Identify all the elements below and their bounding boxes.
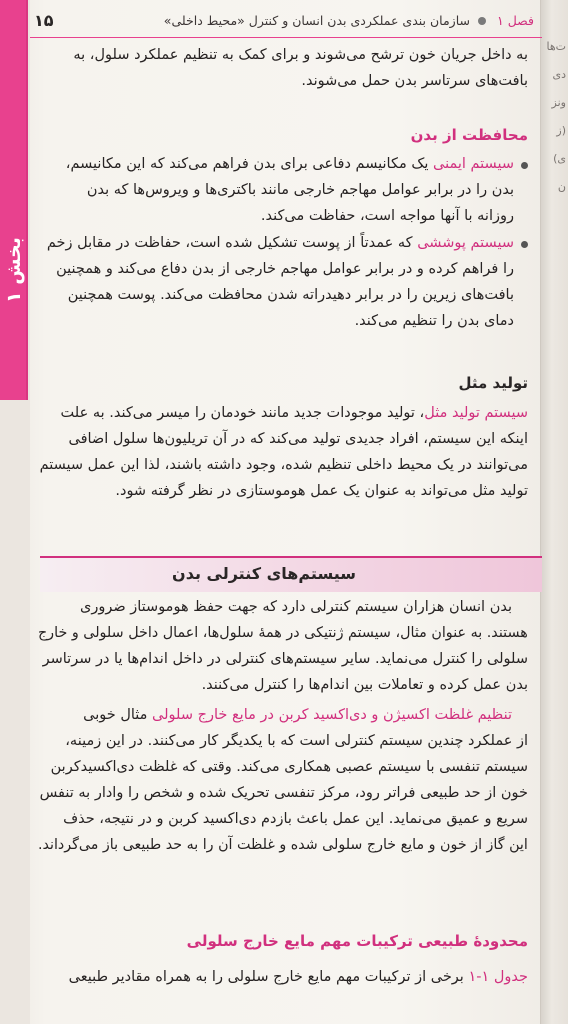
term-integumentary-system: سیستم پوششی [417,235,514,251]
page-body [30,38,542,1024]
term-gas-regulation: تنظیم غلظت اکسیژن و دی‌اکسید کربن در مایع خارج سلولی [152,707,512,723]
body-line [47,230,514,256]
page-header [30,8,542,38]
term-continuation: برخی از ترکیبات مهم مایع خارج سلولی را به همراه مقادیر طبیعی [68,969,469,985]
body-line: روزانه با آنها مواجه است، حفاظت می‌کند. [260,208,514,224]
term-reproductive-system: سیستم تولید مثل [424,405,528,421]
heading-reproduction: تولید مثل [458,374,528,392]
header-bullet-icon [478,17,486,25]
body-line: خون از حد طبیعی فراتر رود، مرکز تنفسی تحریک شده و شخص را وادار به تنفس [39,785,528,801]
body-line [61,400,528,426]
adjacent-text: (ز [556,124,566,137]
term-continuation: که عمدتاً از پوست تشکیل شده است، حفاظت در مقابل زخم [46,235,418,251]
body-line: از عملکرد چندین سیستم کنترلی است که با یکدیگر کار می‌کنند. در این زمینه، [65,733,528,749]
body-line: اینکه این سیستم، افراد جدیدی تولید می‌کند که در آن تریلیون‌ها سلول اضافی [68,431,528,447]
chapter-label: فصل ۱ [497,13,534,28]
section-side-tab [0,0,30,1024]
page-number: ۱۵ [34,11,54,30]
adjacent-text: ن [557,180,566,193]
body-line: را فراهم کرده و در برابر عوامل مهاجم خارجی از بدن دفاع می‌کند و همچنین [56,261,514,277]
term-immune-system: سیستم ایمنی [432,156,514,172]
body-line: هستند. به عنوان مثال، سیستم ژنتیکی در همهٔ سلول‌ها، اعمال داخل سلولی و خارج [38,625,528,641]
adjacent-text: دی [552,68,566,81]
body-line: بافت‌های زیرین را در برابر دهیدراته شدن محافظت می‌کند. پوست همچنین [67,287,514,303]
heading-protection: محافظت از بدن [410,126,528,144]
bullet-icon [521,241,528,248]
adjacent-text: ت‌ها [546,40,566,53]
term-continuation: ، تولید موجودات جدید مانند خودمان را میسر می‌کند. به علت [60,405,425,421]
section-title-band [40,556,542,592]
body-line: بدن را در برابر عوامل مهاجم خارجی مانند باکتری‌ها و ویروس‌ها که بدن [86,182,514,198]
term-continuation: مثال خوبی [83,707,153,723]
table-reference: جدول ۱-۱ [468,969,528,985]
body-line: دمای بدن را تنظیم می‌کند. [354,313,514,329]
bullet-icon [521,162,528,169]
body-line: به داخل جریان خون ترشح می‌شوند و برای کمک به تنظیم عملکرد سلول، به [73,47,528,63]
section-tab-label: بخش ۱ [3,237,25,303]
body-line: می‌توانند در یک محیط داخلی تنظیم شده، وجود داشته باشند، لذا این عمل سیستم [39,457,528,473]
term-continuation: یک مکانیسم دفاعی برای بدن فراهم می‌کند که این مکانیسم، [65,156,433,172]
body-line: سلولی را کنترل می‌نماید. سایر سیستم‌های کنترلی در داخل اندام‌ها یا در سرتاسر [42,651,528,667]
section-title: سیستم‌های کنترلی بدن [172,564,356,583]
body-line: سریع و عمیق می‌نماید. این عمل باعث بازدم دی‌اکسید کربن و در نتیجه، حذف [63,811,528,827]
body-line [69,964,528,990]
body-line: سیستم تنفسی با سیستم عصبی همکاری می‌کند. وقتی که غلظت دی‌اکسیدکربن [50,759,528,775]
section-tab-marker [0,0,28,400]
body-line: بدن عمل کرده و تعاملات بین اندام‌ها را کنترل می‌کنند. [201,677,528,693]
adjacent-text: ی) [553,152,566,165]
body-line [66,151,514,177]
body-line: تولید مثل می‌تواند به عنوان یک عمل هوموستازی در نظر گرفته شود. [115,483,528,499]
subheading-ecf-ranges: محدودهٔ طبیعی ترکیبات مهم مایع خارج سلولی [186,932,528,950]
adjacent-page-edge [540,0,568,1024]
running-title: سازمان بندی عملکردی بدن انسان و کنترل «محیط داخلی» [163,13,470,28]
body-line: بدن انسان هزاران سیستم کنترلی دارد که جهت حفظ هوموستاز ضروری [79,599,512,615]
body-line: این گاز از خون و مایع خارج سلولی شده و غلظت آن را به حد طبیعی باز می‌گرداند. [38,837,528,853]
body-line: بافت‌های سرتاسر بدن حمل می‌شوند. [301,73,528,89]
body-line [83,702,512,728]
adjacent-text: ونز [551,96,566,109]
